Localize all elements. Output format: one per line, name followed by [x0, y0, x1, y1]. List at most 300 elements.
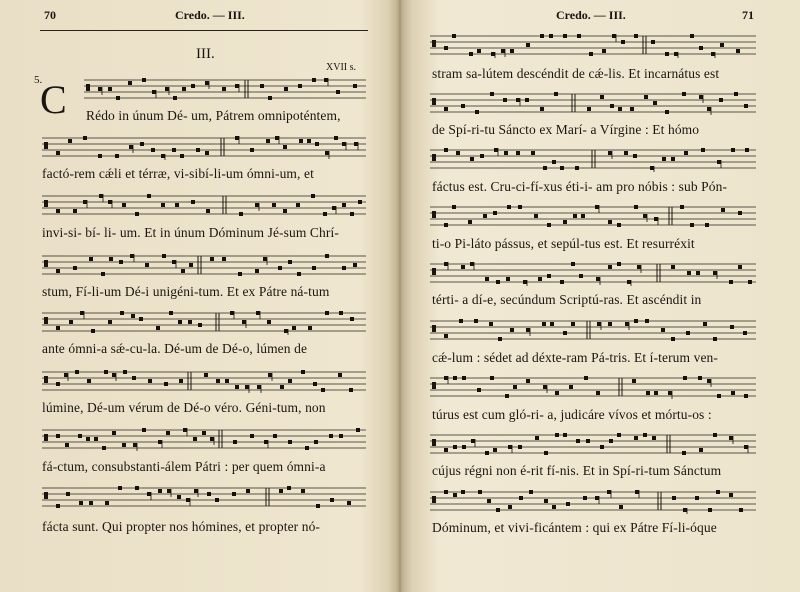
neume	[547, 274, 551, 278]
neume	[543, 385, 547, 389]
neume	[339, 434, 343, 438]
neume	[89, 257, 93, 261]
neume	[643, 433, 647, 437]
neume	[621, 40, 625, 44]
clef-mark	[44, 200, 48, 207]
neume	[566, 502, 570, 506]
neume	[339, 311, 343, 315]
neume	[518, 445, 522, 449]
staff-svg	[430, 260, 756, 286]
neume	[698, 376, 702, 380]
neume	[683, 376, 687, 380]
clef-mark	[432, 40, 436, 47]
neume	[516, 151, 520, 155]
neume	[353, 263, 357, 267]
neume	[496, 280, 500, 284]
neume	[80, 311, 84, 315]
neume	[196, 148, 200, 152]
neume	[120, 311, 124, 315]
neume	[544, 451, 548, 455]
neume	[193, 437, 197, 441]
neume	[169, 311, 173, 315]
neume	[510, 49, 514, 53]
neume	[571, 262, 575, 266]
lyric-line: Dóminum, et vivi-ficántem : qui ex Pátre Fí-li-óque	[432, 520, 717, 535]
neume	[504, 151, 508, 155]
neume	[288, 379, 292, 383]
neume	[461, 104, 465, 108]
neume	[142, 428, 146, 432]
staff	[42, 368, 366, 394]
neume	[128, 81, 132, 85]
neume	[56, 434, 60, 438]
neume	[164, 382, 168, 386]
lyric-line: ti-o Pi-láto pássus, et sepúl-tus est. Et resurréxit	[432, 236, 695, 251]
lyric-line: Rédo in únum Dé- um, Pátrem omnipoténtem,	[86, 108, 341, 123]
neume	[180, 154, 184, 158]
neume	[705, 223, 709, 227]
clef-mark	[44, 434, 48, 441]
neume	[576, 439, 580, 443]
neume	[680, 205, 684, 209]
neume	[148, 379, 152, 383]
neume	[235, 385, 239, 389]
neume	[736, 49, 740, 53]
lyric-line: lúmine, Dé-um vérum de Dé-o véro. Géni-tum, non	[42, 400, 326, 415]
neume	[563, 331, 567, 335]
neume	[459, 319, 463, 323]
neume	[105, 501, 109, 505]
neume	[131, 314, 135, 318]
neume	[75, 370, 79, 374]
neume	[471, 439, 475, 443]
neume	[525, 98, 529, 102]
neume	[550, 322, 554, 326]
neume	[630, 107, 634, 111]
neume	[94, 437, 98, 441]
neume	[643, 214, 647, 218]
neume	[321, 388, 325, 392]
neume	[608, 322, 612, 326]
neume	[108, 320, 112, 324]
neume	[719, 98, 723, 102]
neume	[713, 433, 717, 437]
staff	[430, 32, 756, 58]
lyric-line: factó-rem cǽli et térræ, vi-sibí-li-um ómni-um, et	[42, 166, 314, 181]
neume	[690, 223, 694, 227]
staff	[430, 374, 756, 400]
neume	[485, 277, 489, 281]
neume	[73, 209, 77, 213]
neume	[177, 495, 181, 499]
neume	[503, 98, 507, 102]
neume	[547, 223, 551, 227]
neume	[142, 78, 146, 82]
neume	[130, 254, 134, 258]
lyric-line: fá-ctum, consubstanti-álem Pátri : per quem ómni-a	[42, 459, 326, 474]
neume	[284, 87, 288, 91]
neume	[510, 328, 514, 332]
staff-svg	[42, 134, 366, 160]
neume	[707, 379, 711, 383]
neume	[222, 257, 226, 261]
staff	[430, 203, 756, 229]
neume	[650, 166, 654, 170]
neume	[314, 440, 318, 444]
neume	[242, 320, 246, 324]
neume	[501, 49, 505, 53]
neume	[296, 203, 300, 207]
neume	[617, 262, 621, 266]
neume	[268, 373, 272, 377]
neume	[283, 209, 287, 213]
neume	[98, 154, 102, 158]
neume	[738, 265, 742, 269]
neume	[342, 142, 346, 146]
neume	[256, 311, 260, 315]
neume	[313, 382, 317, 386]
neume	[711, 52, 715, 56]
left-running-head: Credo. — III.	[175, 8, 245, 22]
neume	[283, 145, 287, 149]
neume	[325, 254, 329, 258]
neume	[210, 437, 214, 441]
neume	[682, 451, 686, 455]
mode-marking: XVII s.	[326, 62, 356, 73]
neume	[116, 96, 120, 100]
neume	[204, 373, 208, 377]
neume	[498, 337, 502, 341]
left-header-rule	[40, 30, 368, 31]
neume	[584, 376, 588, 380]
neume	[554, 92, 558, 96]
neume	[165, 87, 169, 91]
clef-mark	[44, 376, 48, 383]
neume	[99, 194, 103, 198]
neume	[444, 448, 448, 452]
neume	[288, 440, 292, 444]
neume	[579, 274, 583, 278]
neume	[716, 490, 720, 494]
staff-svg	[430, 317, 756, 343]
neume	[266, 139, 270, 143]
neume	[108, 200, 112, 204]
neume	[734, 92, 738, 96]
neume	[744, 394, 748, 398]
neume	[65, 443, 69, 447]
neume	[69, 320, 73, 324]
neume	[731, 148, 735, 152]
neume	[739, 508, 743, 512]
neume	[151, 148, 155, 152]
neume	[79, 501, 83, 505]
neume	[485, 451, 489, 455]
neume	[305, 446, 309, 450]
neume	[632, 379, 636, 383]
neume	[230, 311, 234, 315]
neume	[542, 322, 546, 326]
neume	[250, 434, 254, 438]
neume	[308, 326, 312, 330]
neume	[173, 96, 177, 100]
neume	[540, 107, 544, 111]
neume	[573, 214, 577, 218]
neume	[118, 486, 122, 490]
neume	[596, 277, 600, 281]
neume	[167, 489, 171, 493]
clef-mark	[432, 439, 436, 446]
neume	[526, 43, 530, 47]
neume	[338, 373, 342, 377]
neume	[563, 34, 567, 38]
clef-mark	[432, 382, 436, 389]
neume	[329, 434, 333, 438]
neume	[68, 139, 72, 143]
neume	[487, 499, 491, 503]
neume	[56, 209, 60, 213]
neume	[701, 148, 705, 152]
neume	[354, 142, 358, 146]
neume	[233, 440, 237, 444]
neume	[687, 271, 691, 275]
neume	[627, 280, 631, 284]
neume	[453, 445, 457, 449]
clef-mark	[432, 211, 436, 218]
neume	[707, 107, 711, 111]
neume	[206, 209, 210, 213]
neume	[191, 200, 195, 204]
lyric-line: túrus est cum gló-ri- a, judicáre vívos et mórtu-os :	[432, 407, 712, 422]
neume	[508, 445, 512, 449]
neume	[239, 212, 243, 216]
left-page	[0, 0, 396, 592]
neume	[267, 320, 271, 324]
neume	[612, 34, 616, 38]
neume	[210, 257, 214, 261]
clef-mark	[432, 496, 436, 503]
neume	[89, 501, 93, 505]
neume	[56, 504, 60, 508]
neume	[595, 496, 599, 500]
neume	[583, 496, 587, 500]
neume	[721, 208, 725, 212]
neume	[744, 104, 748, 108]
staff-svg	[430, 431, 756, 457]
neume	[508, 505, 512, 509]
neume	[586, 439, 590, 443]
neume	[147, 492, 151, 496]
neume	[66, 492, 70, 496]
neume	[347, 501, 351, 505]
staff	[430, 317, 756, 343]
neume	[135, 486, 139, 490]
neume	[334, 136, 338, 140]
neume	[729, 436, 733, 440]
neume	[461, 265, 465, 269]
staff-svg	[430, 146, 756, 172]
neume	[312, 78, 316, 82]
neume	[264, 440, 268, 444]
neume	[301, 489, 305, 493]
neume	[468, 220, 472, 224]
neume	[112, 373, 116, 377]
neume	[188, 320, 192, 324]
neume	[686, 331, 690, 335]
neume	[182, 87, 186, 91]
neume	[315, 142, 319, 146]
neume	[699, 46, 703, 50]
neume	[235, 136, 239, 140]
neume	[444, 262, 448, 266]
neume	[683, 508, 687, 512]
neume	[350, 212, 354, 216]
neume	[108, 87, 112, 91]
staff	[42, 192, 366, 218]
neume	[597, 322, 601, 326]
neume	[64, 373, 68, 377]
right-page-header	[430, 8, 754, 26]
neume	[671, 265, 675, 269]
neume	[250, 148, 254, 152]
neume	[332, 206, 336, 210]
neume	[506, 277, 510, 281]
neume	[215, 498, 219, 502]
neume	[731, 391, 735, 395]
neume	[552, 505, 556, 509]
neume	[563, 220, 567, 224]
neume	[645, 319, 649, 323]
drop-initial: C	[40, 77, 67, 122]
neume	[625, 322, 629, 326]
neume	[489, 322, 493, 326]
left-page-number: 70	[44, 8, 56, 22]
neume	[538, 277, 542, 281]
staff	[42, 252, 366, 278]
clef-mark	[44, 142, 48, 149]
neume	[101, 272, 105, 276]
neume	[607, 490, 611, 494]
neume	[493, 448, 497, 452]
neume	[651, 40, 655, 44]
lyric-line: fáctus est. Cru-ci-fí-xus éti-i- am pro nóbis : sub Pón-	[432, 179, 728, 194]
neume	[453, 376, 457, 380]
staff-svg	[42, 192, 366, 218]
neume	[444, 148, 448, 152]
neume	[743, 331, 747, 335]
neume	[672, 496, 676, 500]
lyric-line: stram sa-lútem descéndit de cǽ-lis. Et incarnátus est	[432, 66, 720, 81]
neume	[662, 157, 666, 161]
neume	[56, 151, 60, 155]
neume	[316, 504, 320, 508]
neume	[602, 49, 606, 53]
neume	[91, 329, 95, 333]
neume	[194, 489, 198, 493]
clef-mark	[86, 84, 90, 91]
neume	[172, 148, 176, 152]
neume	[684, 151, 688, 155]
staff	[430, 90, 756, 116]
neume	[575, 166, 579, 170]
neume	[307, 139, 311, 143]
neume	[156, 326, 160, 330]
neume	[671, 337, 675, 341]
neume	[665, 110, 669, 114]
neume	[748, 280, 752, 284]
neume	[470, 157, 474, 161]
clef-mark	[44, 260, 48, 267]
neume	[83, 200, 87, 204]
neume	[619, 505, 623, 509]
neume	[518, 205, 522, 209]
neume	[608, 151, 612, 155]
staff-svg	[42, 252, 366, 278]
neume	[713, 337, 717, 341]
neume	[358, 200, 362, 204]
neume	[115, 154, 119, 158]
neume	[273, 434, 277, 438]
neume	[166, 431, 170, 435]
neume	[246, 489, 250, 493]
neume	[609, 439, 613, 443]
neume	[477, 49, 481, 53]
neume	[555, 433, 559, 437]
neume	[462, 445, 466, 449]
staff-svg	[430, 374, 756, 400]
neume	[133, 443, 137, 447]
neume	[278, 266, 282, 270]
neume	[543, 166, 547, 170]
neume	[349, 388, 353, 392]
neume	[301, 370, 305, 374]
neume	[175, 203, 179, 207]
neume	[162, 254, 166, 258]
neume	[523, 280, 527, 284]
neume	[540, 34, 544, 38]
staff	[42, 426, 366, 452]
neume	[560, 280, 564, 284]
neume	[444, 490, 448, 494]
neume	[178, 320, 182, 324]
neume	[544, 499, 548, 503]
staff-svg	[42, 309, 366, 335]
neume	[608, 220, 612, 224]
staff	[42, 309, 366, 335]
neume	[189, 263, 193, 267]
neume	[186, 498, 190, 502]
neume	[202, 431, 206, 435]
neume	[216, 379, 220, 383]
neume	[260, 84, 264, 88]
neume	[342, 203, 346, 207]
neume	[336, 90, 340, 94]
neume	[633, 154, 637, 158]
neume	[671, 157, 675, 161]
neume	[729, 493, 733, 497]
neume	[519, 496, 523, 500]
neume	[86, 437, 90, 441]
neume	[225, 379, 229, 383]
neume	[112, 431, 116, 435]
neume	[87, 379, 91, 383]
neume	[292, 326, 296, 330]
neume	[161, 154, 165, 158]
clef-mark	[44, 317, 48, 324]
neume	[589, 52, 593, 56]
neume	[238, 272, 242, 276]
neume	[207, 492, 211, 496]
neume	[452, 205, 456, 209]
